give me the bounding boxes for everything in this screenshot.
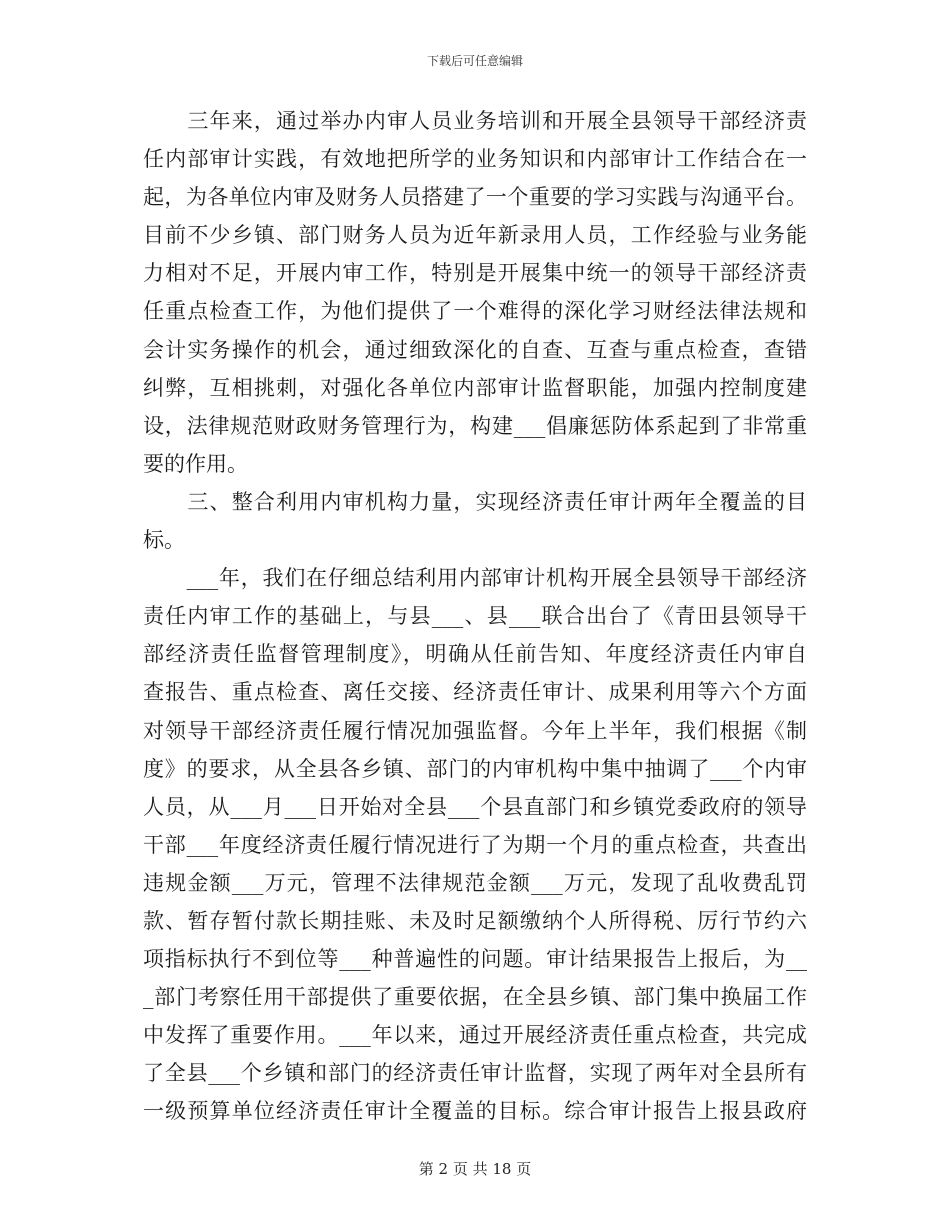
text-line: 要的作用。 bbox=[143, 451, 248, 476]
text-line: 起，为各单位内审及财务人员搭建了一个重要的学习实践与沟通平台。 bbox=[143, 185, 807, 210]
text-line: 了全县___个乡镇和部门的经济责任审计监督，实现了两年对全县所有 bbox=[143, 1061, 807, 1086]
text-line: 对领导干部经济责任履行情况加强监督。今年上半年，我们根据《制 bbox=[143, 718, 807, 743]
text-line: 一级预算单位经济责任审计全覆盖的目标。综合审计报告上报县政府 bbox=[143, 1099, 807, 1124]
text-line: 三、整合利用内审机构力量，实现经济责任审计两年全覆盖的目 bbox=[143, 489, 807, 514]
text-line: 标。 bbox=[143, 528, 185, 553]
text-line: 设，法律规范财政财务管理行为，构建___倡廉惩防体系起到了非常重 bbox=[143, 413, 807, 438]
text-line: 三年来，通过举办内审人员业务培训和开展全县领导干部经济责 bbox=[143, 109, 807, 133]
text-line: _部门考察任用干部提供了重要依据，在全县乡镇、部门集中换届工作 bbox=[143, 985, 807, 1010]
page-header-note: 下载后可任意编辑 bbox=[426, 54, 523, 68]
text-line: 中发挥了重要作用。___年以来，通过开展经济责任重点检查，共完成 bbox=[143, 1023, 807, 1048]
text-line: 款、暂存暂付款长期挂账、未及时足额缴纳个人所得税、厉行节约六 bbox=[143, 908, 807, 933]
document-body bbox=[143, 102, 807, 1131]
text-line: 力相对不足，开展内审工作，特别是开展集中统一的领导干部经济责 bbox=[143, 261, 807, 286]
text-line: 人员，从___月___日开始对全县___个县直部门和乡镇党委政府的领导 bbox=[143, 794, 807, 819]
text-line: 度》的要求，从全县各乡镇、部门的内审机构中集中抽调了___个内审 bbox=[143, 756, 807, 781]
text-line: 纠弊，互相挑刺，对强化各单位内部审计监督职能，加强内控制度建 bbox=[143, 375, 807, 400]
text-line: ___年，我们在仔细总结利用内部审计机构开展全县领导干部经济 bbox=[143, 566, 807, 591]
text-line: 会计实务操作的机会，通过细致深化的自查、互查与重点检查，查错 bbox=[143, 337, 807, 362]
page-number: 第 2 页 共 18 页 bbox=[418, 1160, 532, 1178]
text-line: 项指标执行不到位等___种普遍性的问题。审计结果报告上报后，为__ bbox=[143, 947, 807, 972]
text-line: 部经济责任监督管理制度》，明确从任前告知、年度经济责任内审自 bbox=[143, 642, 807, 667]
text-line: 任重点检查工作，为他们提供了一个难得的深化学习财经法律法规和 bbox=[143, 299, 807, 324]
text-line: 违规金额___万元，管理不法律规范金额___万元，发现了乱收费乱罚 bbox=[143, 870, 807, 895]
text-line: 查报告、重点检查、离任交接、经济责任审计、成果利用等六个方面 bbox=[143, 680, 807, 705]
text-line: 任内部审计实践，有效地把所学的业务知识和内部审计工作结合在一 bbox=[143, 147, 807, 172]
text-line: 目前不少乡镇、部门财务人员为近年新录用人员，工作经验与业务能 bbox=[143, 223, 807, 248]
text-line: 干部___年度经济责任履行情况进行了为期一个月的重点检查，共查出 bbox=[143, 832, 807, 857]
text-line: 责任内审工作的基础上，与县___、县___联合出台了《青田县领导干 bbox=[143, 604, 807, 629]
